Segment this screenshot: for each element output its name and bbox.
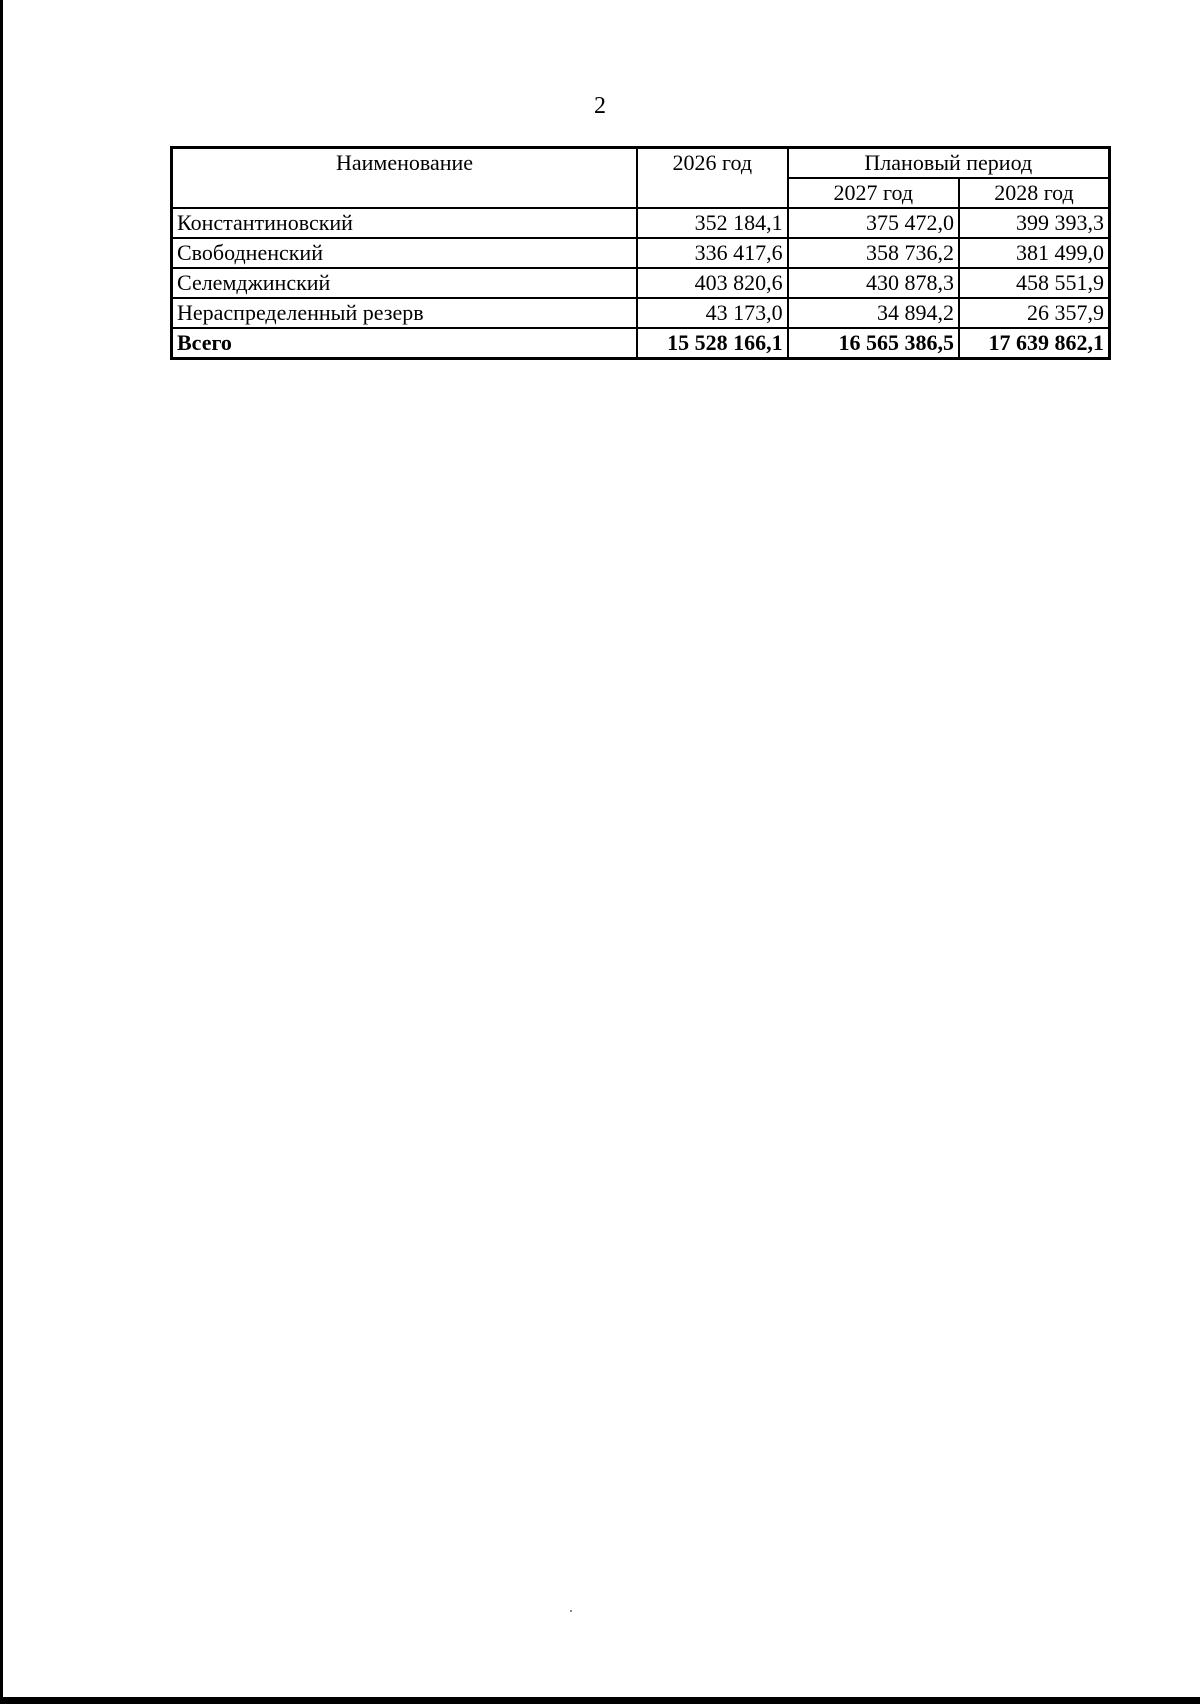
row-value-2028: 381 499,0 bbox=[959, 238, 1110, 268]
header-planned-period: Плановый период bbox=[788, 148, 1110, 179]
row-name: Константиновский bbox=[172, 208, 638, 238]
header-2027: 2027 год bbox=[788, 178, 959, 208]
table-row bbox=[172, 238, 1110, 268]
header-row-1 bbox=[172, 148, 1110, 179]
row-name: Селемджинский bbox=[172, 268, 638, 298]
row-value-2026: 403 820,6 bbox=[637, 268, 788, 298]
row-value-2026: 43 173,0 bbox=[637, 298, 788, 328]
row-value-2026: 336 417,6 bbox=[637, 238, 788, 268]
header-2028: 2028 год bbox=[959, 178, 1110, 208]
table-row bbox=[172, 208, 1110, 238]
row-name: Нераспределенный резерв bbox=[172, 298, 638, 328]
row-value-2027: 375 472,0 bbox=[788, 208, 959, 238]
row-value-2026: 352 184,1 bbox=[637, 208, 788, 238]
total-value-2026: 15 528 166,1 bbox=[637, 328, 788, 359]
row-value-2028: 458 551,9 bbox=[959, 268, 1110, 298]
row-value-2028: 26 357,9 bbox=[959, 298, 1110, 328]
row-value-2027: 34 894,2 bbox=[788, 298, 959, 328]
total-value-2027: 16 565 386,5 bbox=[788, 328, 959, 359]
scan-edge-bottom bbox=[0, 1697, 1200, 1704]
header-2026: 2026 год bbox=[637, 148, 788, 209]
page-number: 2 bbox=[594, 93, 606, 119]
total-row bbox=[172, 328, 1110, 359]
row-name: Свободненский bbox=[172, 238, 638, 268]
budget-table bbox=[170, 146, 1111, 360]
row-value-2027: 358 736,2 bbox=[788, 238, 959, 268]
table-row bbox=[172, 298, 1110, 328]
row-value-2028: 399 393,3 bbox=[959, 208, 1110, 238]
table-row bbox=[172, 268, 1110, 298]
scan-edge-left bbox=[0, 0, 3, 1704]
header-name: Наименование bbox=[172, 148, 638, 209]
row-value-2027: 430 878,3 bbox=[788, 268, 959, 298]
scan-speck bbox=[570, 1610, 572, 1612]
total-value-2028: 17 639 862,1 bbox=[959, 328, 1110, 359]
total-label: Всего bbox=[172, 328, 638, 359]
